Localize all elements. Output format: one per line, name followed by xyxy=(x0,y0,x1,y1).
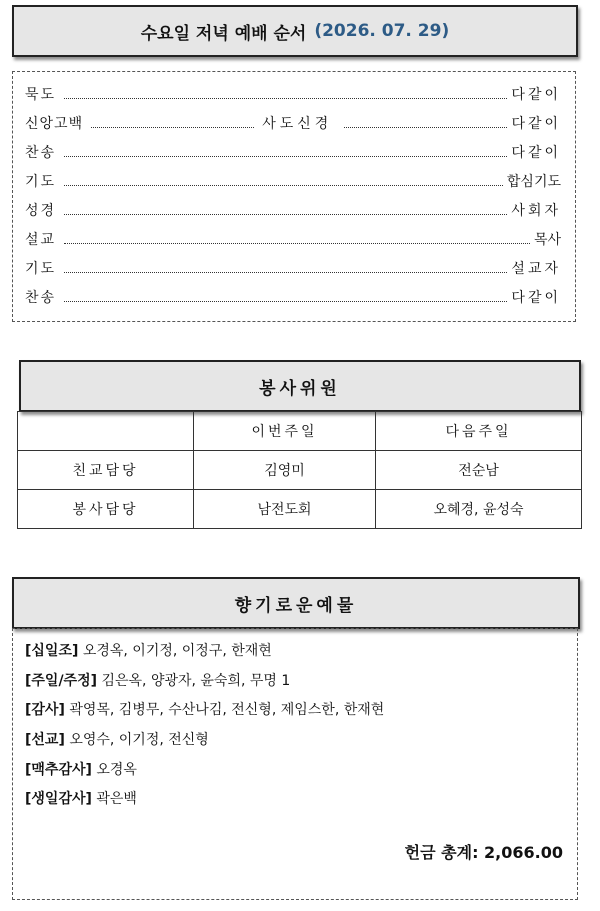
order-value: 다같이 xyxy=(511,290,561,306)
offering-line xyxy=(25,670,290,690)
table-header-row xyxy=(18,412,582,451)
offering-tag: [감사] xyxy=(25,702,65,718)
dot-leader xyxy=(64,97,507,99)
this-week-cell: 남전도회 xyxy=(194,490,376,529)
order-row xyxy=(25,286,561,308)
order-label: 신앙고백 xyxy=(25,116,84,132)
order-value: 설교자 xyxy=(511,261,561,277)
dot-leader xyxy=(344,126,507,128)
order-row xyxy=(25,83,561,105)
offering-tag: [주일/주정] xyxy=(25,673,98,689)
order-middle: 사도신경 xyxy=(262,116,333,132)
offering-title: 향기로운예물 xyxy=(234,595,358,616)
role-cell: 친교담당 xyxy=(18,451,194,490)
offering-line xyxy=(25,729,209,749)
order-label: 기도 xyxy=(25,261,57,277)
total-label: 헌금 총계: xyxy=(404,843,479,862)
service-title: 봉사위원 xyxy=(259,378,341,399)
order-value: 합심기도 xyxy=(506,174,561,190)
offering-tag: [선교] xyxy=(25,732,65,748)
order-list xyxy=(12,71,576,322)
table-corner-cell xyxy=(18,412,194,451)
offering-list xyxy=(12,628,578,900)
order-date: (2026. 07. 29) xyxy=(314,21,450,41)
order-value: 다같이 xyxy=(511,145,561,161)
order-value: 다같이 xyxy=(511,116,562,132)
offering-tag: [십일조] xyxy=(25,643,79,659)
table-row xyxy=(18,490,582,529)
dot-leader xyxy=(64,184,503,186)
offering-title-box xyxy=(12,577,580,629)
dot-leader xyxy=(64,155,507,157)
role-cell: 봉사담당 xyxy=(18,490,194,529)
dot-leader xyxy=(64,213,507,215)
offering-names: 곽영목, 김병무, 수산나김, 전신형, 제임스한, 한재현 xyxy=(69,702,385,718)
total-value: 2,066.00 xyxy=(484,843,563,862)
next-week-cell: 오혜경, 윤성숙 xyxy=(376,490,582,529)
dot-leader xyxy=(64,300,507,302)
order-row xyxy=(25,170,561,192)
order-value: 다같이 xyxy=(511,87,561,103)
col-this-week: 이번주일 xyxy=(194,412,376,451)
order-value: 목사 xyxy=(533,232,561,248)
offering-line xyxy=(25,640,272,660)
order-label: 설교 xyxy=(25,232,57,248)
order-title: 수요일 저녁 예배 순서 xyxy=(140,23,307,44)
order-label: 묵도 xyxy=(25,87,57,103)
offering-names: 곽은백 xyxy=(96,791,137,807)
offering-names: 오경옥, 이기정, 이정구, 한재현 xyxy=(82,643,272,659)
dot-leader xyxy=(64,242,530,244)
order-label: 찬송 xyxy=(25,145,57,161)
offering-line xyxy=(25,788,137,808)
order-row xyxy=(25,257,561,279)
order-label: 기도 xyxy=(25,174,57,190)
offering-total xyxy=(405,840,563,863)
service-table xyxy=(17,411,582,529)
order-row xyxy=(25,199,561,221)
order-row xyxy=(25,141,561,163)
dot-leader xyxy=(91,126,254,128)
dot-leader xyxy=(64,271,507,273)
offering-tag: [맥추감사] xyxy=(25,762,92,778)
offering-line xyxy=(25,759,137,779)
offering-tag: [생일감사] xyxy=(25,791,92,807)
col-next-week: 다음주일 xyxy=(376,412,582,451)
offering-names: 김은옥, 양광자, 윤숙희, 무명 1 xyxy=(101,673,291,689)
offering-names: 오영수, 이기정, 전신형 xyxy=(69,732,209,748)
this-week-cell: 김영미 xyxy=(194,451,376,490)
offering-line xyxy=(25,699,384,719)
order-label: 찬송 xyxy=(25,290,57,306)
order-row xyxy=(25,228,561,250)
table-row xyxy=(18,451,582,490)
order-label: 성경 xyxy=(25,203,57,219)
order-row xyxy=(25,112,561,134)
order-title-box xyxy=(12,5,578,57)
next-week-cell: 전순남 xyxy=(376,451,582,490)
order-value: 사회자 xyxy=(511,203,561,219)
service-title-box xyxy=(19,360,581,412)
offering-names: 오경옥 xyxy=(96,762,137,778)
